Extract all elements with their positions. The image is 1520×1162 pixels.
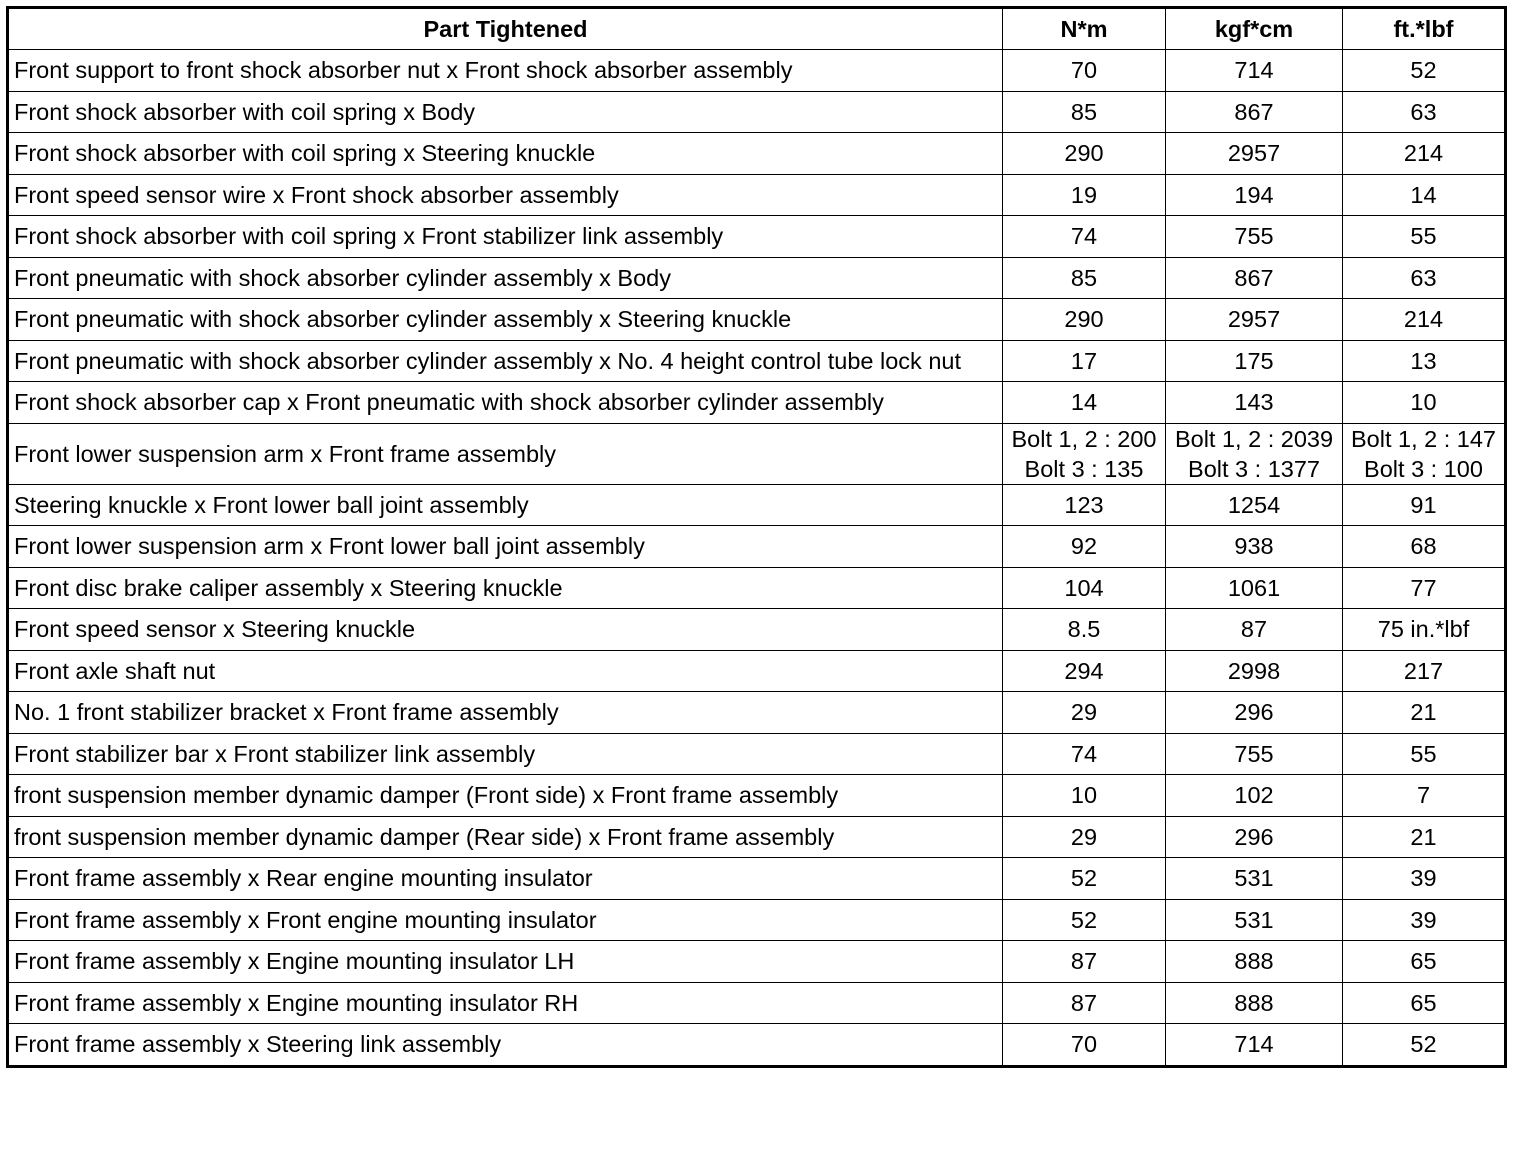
nm-cell: 8.5 (1003, 609, 1166, 651)
nm-cell: 294 (1003, 650, 1166, 692)
part-cell: Front pneumatic with shock absorber cylinder assembly x No. 4 height control tube lock nut (8, 340, 1003, 382)
nm-cell: 52 (1003, 858, 1166, 900)
part-cell: Front frame assembly x Steering link assembly (8, 1024, 1003, 1067)
ft-lbf-cell: 214 (1343, 299, 1506, 341)
kgf-cm-cell: 2957 (1166, 133, 1343, 175)
table-row (8, 133, 1506, 175)
table-row (8, 858, 1506, 900)
header-nm: N*m (1003, 8, 1166, 50)
ft-lbf-cell: 217 (1343, 650, 1506, 692)
part-cell: Front shock absorber with coil spring x Body (8, 91, 1003, 133)
table-row (8, 299, 1506, 341)
table-row (8, 1024, 1506, 1067)
ft-lbf-cell: 63 (1343, 91, 1506, 133)
table-row (8, 941, 1506, 983)
part-cell: Front shock absorber with coil spring x Steering knuckle (8, 133, 1003, 175)
part-cell: Front stabilizer bar x Front stabilizer link assembly (8, 733, 1003, 775)
table-row (8, 50, 1506, 92)
ft-lbf-cell: 52 (1343, 50, 1506, 92)
ft-lbf-cell: 65 (1343, 982, 1506, 1024)
nm-cell: 87 (1003, 941, 1166, 983)
table-row (8, 982, 1506, 1024)
nm-cell: 14 (1003, 382, 1166, 424)
kgf-cm-cell: 888 (1166, 982, 1343, 1024)
kgf-cm-cell: 1254 (1166, 484, 1343, 526)
kgf-cm-cell: 87 (1166, 609, 1343, 651)
part-cell: Front frame assembly x Engine mounting insulator LH (8, 941, 1003, 983)
part-cell: Front lower suspension arm x Front frame assembly (8, 423, 1003, 484)
part-cell: Front disc brake caliper assembly x Steering knuckle (8, 567, 1003, 609)
part-cell: Front speed sensor wire x Front shock absorber assembly (8, 174, 1003, 216)
nm-cell: 85 (1003, 91, 1166, 133)
kgf-cm-cell: 296 (1166, 692, 1343, 734)
table-row (8, 899, 1506, 941)
ft-lbf-cell: 77 (1343, 567, 1506, 609)
part-cell: No. 1 front stabilizer bracket x Front frame assembly (8, 692, 1003, 734)
nm-cell: 290 (1003, 299, 1166, 341)
kgf-cm-cell: 102 (1166, 775, 1343, 817)
ft-lbf-cell: 52 (1343, 1024, 1506, 1067)
nm-cell: 85 (1003, 257, 1166, 299)
nm-cell: 92 (1003, 526, 1166, 568)
ft-lbf-cell: 39 (1343, 899, 1506, 941)
ft-lbf-cell-line: Bolt 3 : 100 (1364, 455, 1483, 482)
table-body (8, 50, 1506, 1067)
ft-lbf-cell: 55 (1343, 216, 1506, 258)
kgf-cm-cell-line: Bolt 1, 2 : 2039 (1174, 425, 1334, 452)
table-row (8, 216, 1506, 258)
part-cell: Front frame assembly x Front engine mounting insulator (8, 899, 1003, 941)
table-row (8, 692, 1506, 734)
ft-lbf-cell: 39 (1343, 858, 1506, 900)
kgf-cm-cell: 867 (1166, 91, 1343, 133)
kgf-cm-cell: 714 (1166, 1024, 1343, 1067)
ft-lbf-cell (1343, 423, 1506, 484)
nm-cell: 290 (1003, 133, 1166, 175)
kgf-cm-cell: 1061 (1166, 567, 1343, 609)
table-row (8, 257, 1506, 299)
kgf-cm-cell: 175 (1166, 340, 1343, 382)
part-cell: Front shock absorber cap x Front pneumatic with shock absorber cylinder assembly (8, 382, 1003, 424)
kgf-cm-cell: 296 (1166, 816, 1343, 858)
ft-lbf-cell: 21 (1343, 816, 1506, 858)
table-row (8, 382, 1506, 424)
nm-cell: 74 (1003, 733, 1166, 775)
kgf-cm-cell: 755 (1166, 216, 1343, 258)
part-cell: front suspension member dynamic damper (Front side) x Front frame assembly (8, 775, 1003, 817)
nm-cell: 19 (1003, 174, 1166, 216)
nm-cell: 74 (1003, 216, 1166, 258)
table-row (8, 174, 1506, 216)
nm-cell: 70 (1003, 1024, 1166, 1067)
table-row (8, 650, 1506, 692)
kgf-cm-cell-line: Bolt 3 : 1377 (1188, 455, 1320, 482)
ft-lbf-cell-line: Bolt 1, 2 : 147 (1350, 425, 1497, 452)
ft-lbf-cell: 91 (1343, 484, 1506, 526)
nm-cell (1003, 423, 1166, 484)
kgf-cm-cell: 888 (1166, 941, 1343, 983)
nm-cell: 52 (1003, 899, 1166, 941)
kgf-cm-cell: 714 (1166, 50, 1343, 92)
table-header (8, 8, 1506, 50)
nm-cell: 10 (1003, 775, 1166, 817)
part-cell: Front lower suspension arm x Front lower ball joint assembly (8, 526, 1003, 568)
part-cell: Front frame assembly x Engine mounting insulator RH (8, 982, 1003, 1024)
part-cell: Front frame assembly x Rear engine mounting insulator (8, 858, 1003, 900)
nm-cell: 70 (1003, 50, 1166, 92)
part-cell: Front pneumatic with shock absorber cylinder assembly x Body (8, 257, 1003, 299)
torque-specification-table (6, 6, 1507, 1068)
ft-lbf-cell: 55 (1343, 733, 1506, 775)
kgf-cm-cell: 143 (1166, 382, 1343, 424)
nm-cell: 29 (1003, 692, 1166, 734)
kgf-cm-cell: 531 (1166, 899, 1343, 941)
ft-lbf-cell: 13 (1343, 340, 1506, 382)
header-ft-lbf: ft.*lbf (1343, 8, 1506, 50)
header-kgf-cm: kgf*cm (1166, 8, 1343, 50)
nm-cell: 123 (1003, 484, 1166, 526)
header-part-tightened: Part Tightened (8, 8, 1003, 50)
header-row (8, 8, 1506, 50)
table-row (8, 526, 1506, 568)
ft-lbf-cell: 7 (1343, 775, 1506, 817)
part-cell: front suspension member dynamic damper (Rear side) x Front frame assembly (8, 816, 1003, 858)
table-row (8, 340, 1506, 382)
kgf-cm-cell: 531 (1166, 858, 1343, 900)
kgf-cm-cell: 867 (1166, 257, 1343, 299)
nm-cell: 104 (1003, 567, 1166, 609)
nm-cell-line: Bolt 1, 2 : 200 (1011, 425, 1157, 452)
table-row (8, 609, 1506, 651)
part-cell: Steering knuckle x Front lower ball joint assembly (8, 484, 1003, 526)
table-row (8, 91, 1506, 133)
part-cell: Front support to front shock absorber nut x Front shock absorber assembly (8, 50, 1003, 92)
ft-lbf-cell: 21 (1343, 692, 1506, 734)
ft-lbf-cell: 65 (1343, 941, 1506, 983)
kgf-cm-cell: 755 (1166, 733, 1343, 775)
table-row (8, 567, 1506, 609)
table-row (8, 775, 1506, 817)
ft-lbf-cell: 14 (1343, 174, 1506, 216)
table-row (8, 484, 1506, 526)
nm-cell: 87 (1003, 982, 1166, 1024)
kgf-cm-cell: 2957 (1166, 299, 1343, 341)
ft-lbf-cell: 75 in.*lbf (1343, 609, 1506, 651)
part-cell: Front speed sensor x Steering knuckle (8, 609, 1003, 651)
nm-cell-line: Bolt 3 : 135 (1024, 455, 1144, 482)
table-row (8, 423, 1506, 484)
ft-lbf-cell: 10 (1343, 382, 1506, 424)
ft-lbf-cell: 214 (1343, 133, 1506, 175)
kgf-cm-cell: 194 (1166, 174, 1343, 216)
ft-lbf-cell: 68 (1343, 526, 1506, 568)
ft-lbf-cell: 63 (1343, 257, 1506, 299)
nm-cell: 29 (1003, 816, 1166, 858)
kgf-cm-cell: 2998 (1166, 650, 1343, 692)
table-row (8, 733, 1506, 775)
kgf-cm-cell (1166, 423, 1343, 484)
table-row (8, 816, 1506, 858)
part-cell: Front shock absorber with coil spring x Front stabilizer link assembly (8, 216, 1003, 258)
nm-cell: 17 (1003, 340, 1166, 382)
part-cell: Front pneumatic with shock absorber cylinder assembly x Steering knuckle (8, 299, 1003, 341)
part-cell: Front axle shaft nut (8, 650, 1003, 692)
kgf-cm-cell: 938 (1166, 526, 1343, 568)
